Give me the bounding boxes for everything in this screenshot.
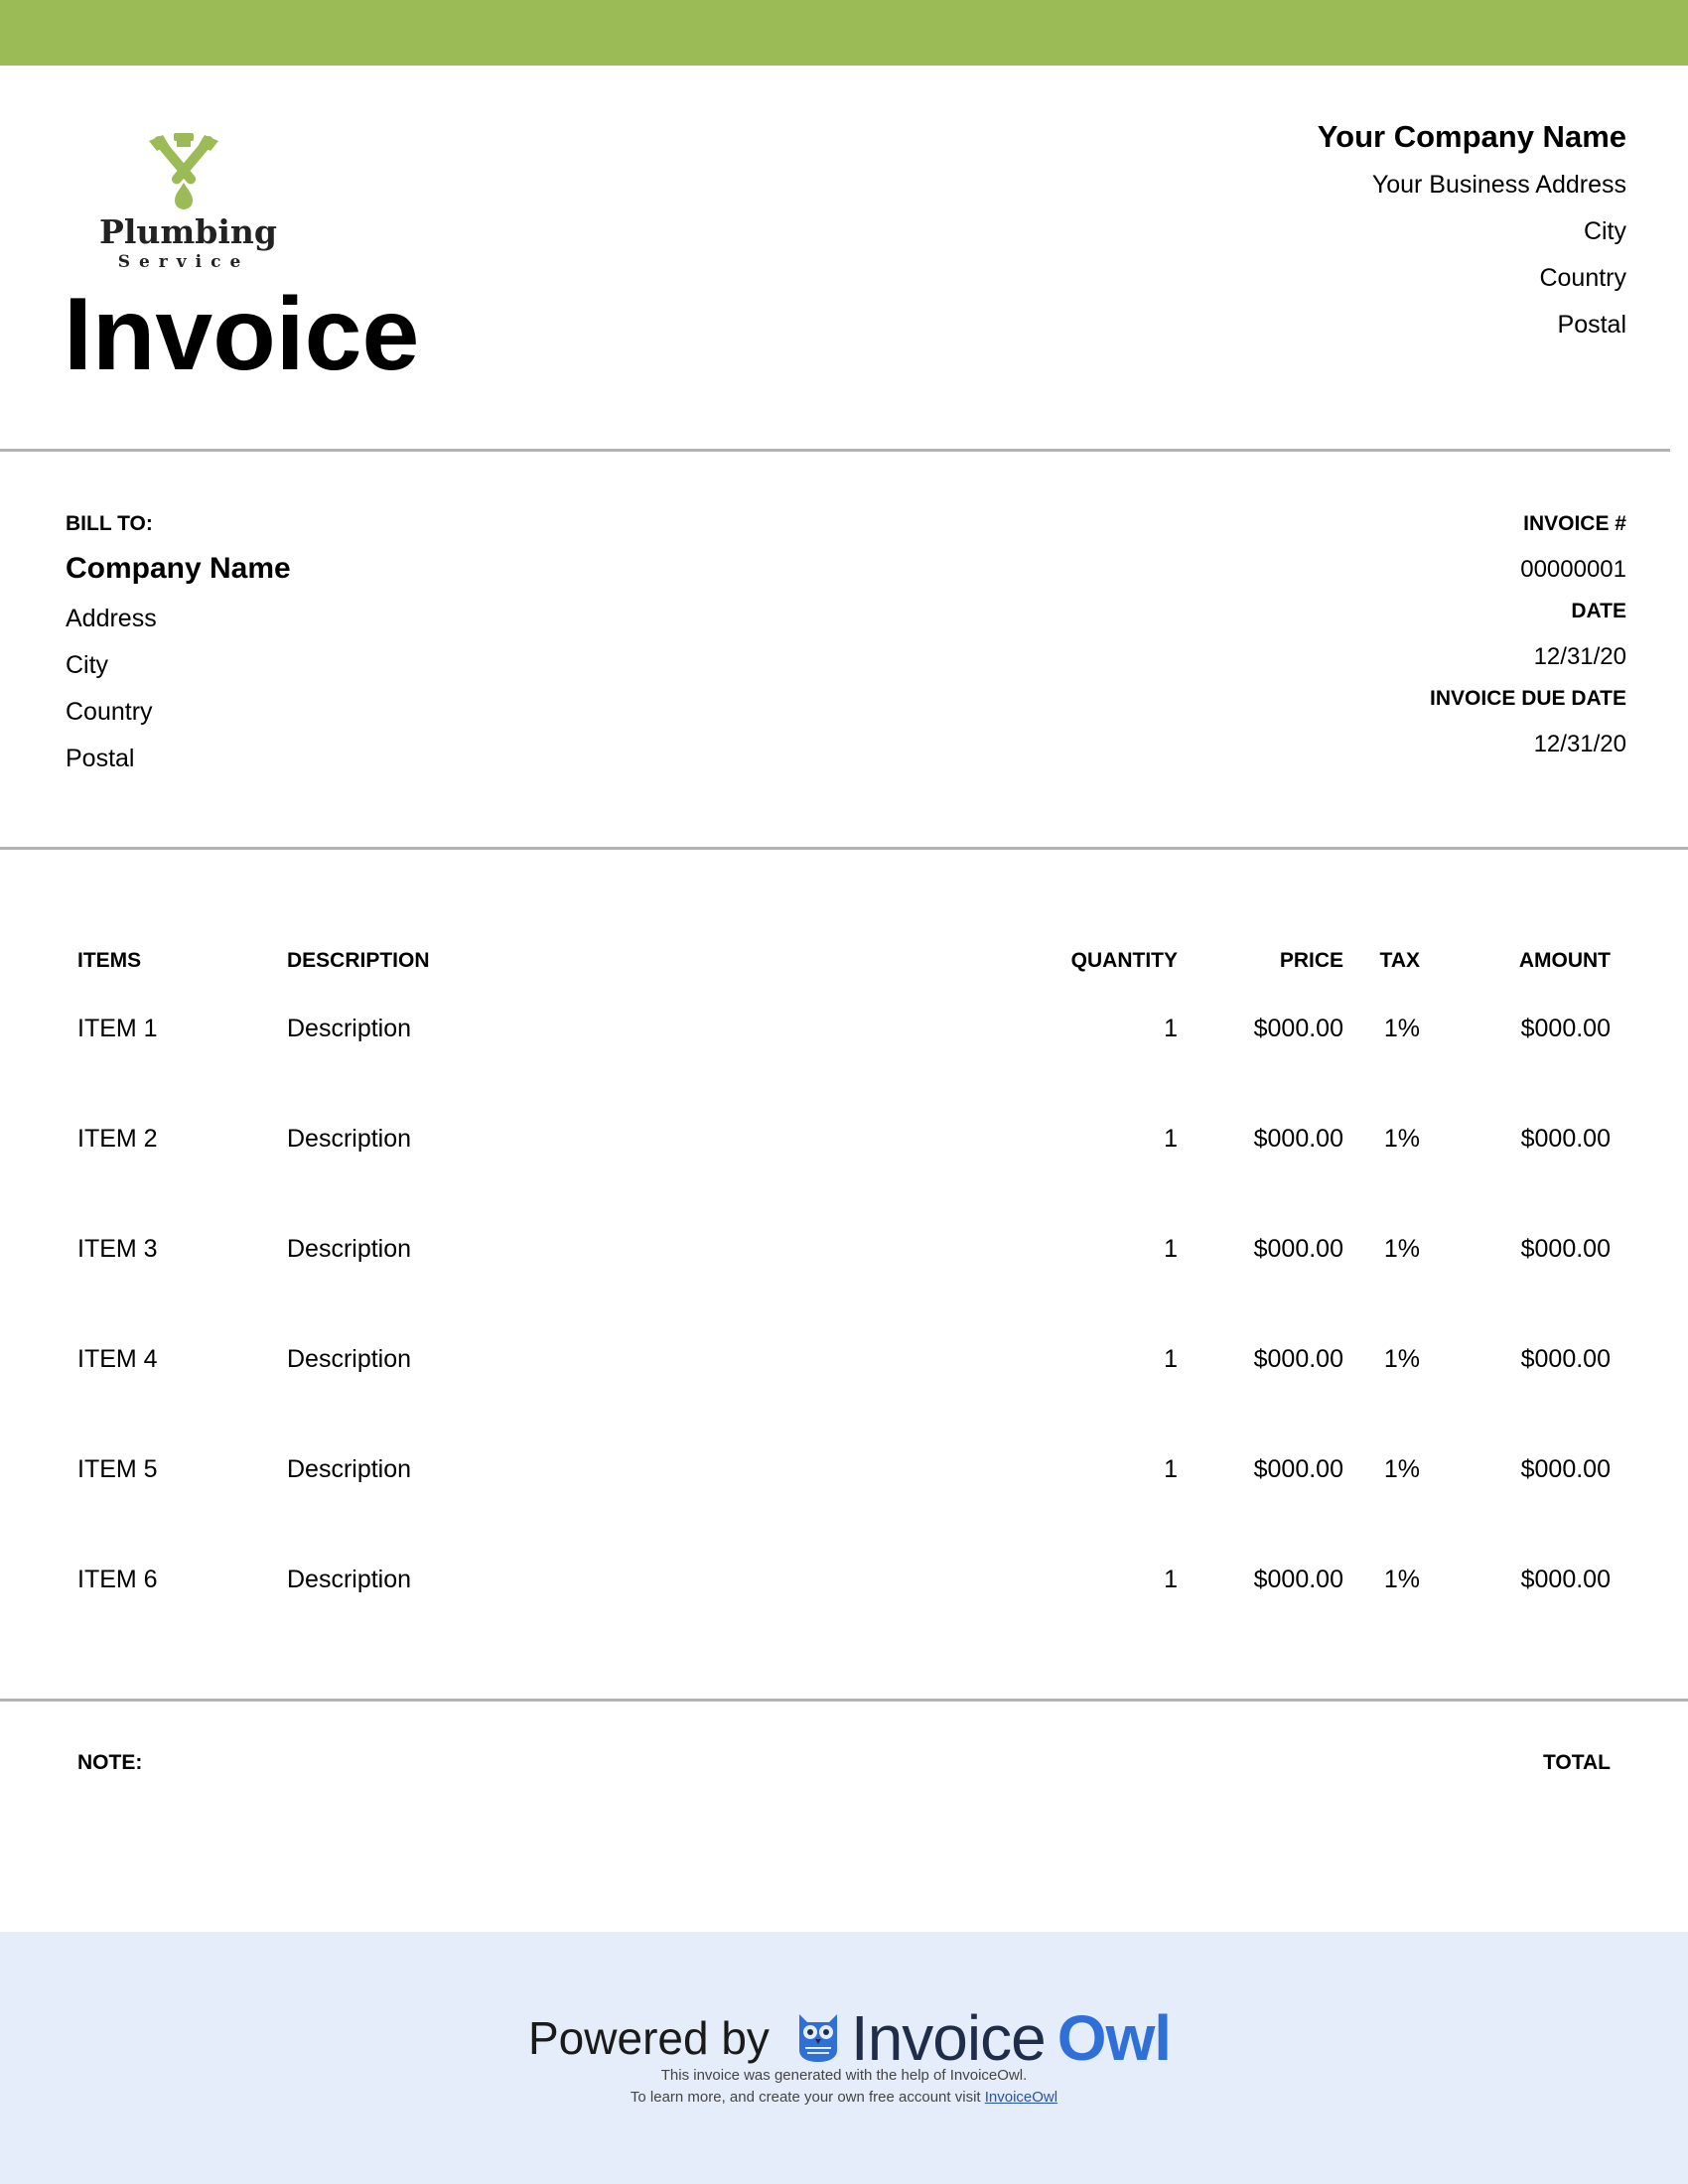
bill-to-company: Company Name xyxy=(66,552,291,585)
item-tax: 1% xyxy=(1383,1566,1420,1593)
company-country: Country xyxy=(1539,264,1626,292)
table-row xyxy=(0,1125,1688,1164)
item-description: Description xyxy=(287,1125,412,1153)
item-quantity: 1 xyxy=(1164,1235,1178,1263)
column-header-amount: AMOUNT xyxy=(1518,949,1611,972)
footer-cta xyxy=(0,2089,1688,2106)
item-quantity: 1 xyxy=(1164,1125,1178,1153)
item-amount: $000.00 xyxy=(1520,1455,1611,1483)
bill-to-label: BILL TO: xyxy=(66,512,153,535)
powered-by-text: Powered by xyxy=(528,2012,770,2064)
column-header-tax: TAX xyxy=(1379,949,1420,972)
company-city: City xyxy=(1583,217,1626,245)
invoice-number-label: INVOICE # xyxy=(1523,512,1626,535)
footer xyxy=(0,1932,1688,2184)
company-info xyxy=(1318,119,1626,357)
column-header-price: PRICE xyxy=(1279,949,1343,972)
logo-wordmark: Plumbing xyxy=(99,212,277,251)
item-name: ITEM 3 xyxy=(77,1235,158,1263)
column-header-description: DESCRIPTION xyxy=(287,949,430,972)
bill-to-postal: Postal xyxy=(66,745,135,772)
company-name: Your Company Name xyxy=(1317,119,1626,154)
company-logo xyxy=(99,131,277,280)
item-tax: 1% xyxy=(1383,1015,1420,1042)
total-label: TOTAL xyxy=(1542,1751,1611,1774)
item-name: ITEM 1 xyxy=(77,1015,158,1042)
item-amount: $000.00 xyxy=(1520,1235,1611,1263)
table-row xyxy=(0,1455,1688,1495)
item-description: Description xyxy=(287,1015,412,1042)
item-price: $000.00 xyxy=(1253,1566,1343,1593)
note-label: NOTE: xyxy=(77,1751,143,1774)
item-amount: $000.00 xyxy=(1520,1566,1611,1593)
company-postal: Postal xyxy=(1557,311,1626,339)
item-tax: 1% xyxy=(1383,1235,1420,1263)
bill-to-address: Address xyxy=(66,605,157,632)
divider-items xyxy=(0,1699,1688,1702)
table-row xyxy=(0,1015,1688,1054)
footer-cta-text: To learn more, and create your own free account visit xyxy=(630,2089,985,2106)
bill-to-section xyxy=(66,512,291,791)
item-name: ITEM 5 xyxy=(77,1455,158,1483)
table-row xyxy=(0,1566,1688,1605)
item-price: $000.00 xyxy=(1253,1125,1343,1153)
item-amount: $000.00 xyxy=(1520,1345,1611,1373)
company-address: Your Business Address xyxy=(1371,171,1626,199)
column-header-items: ITEMS xyxy=(77,949,142,972)
column-header-quantity: QUANTITY xyxy=(1070,949,1178,972)
item-description: Description xyxy=(287,1235,412,1263)
item-price: $000.00 xyxy=(1253,1455,1343,1483)
owl-icon xyxy=(795,2008,841,2069)
item-price: $000.00 xyxy=(1253,1235,1343,1263)
divider-billing xyxy=(0,847,1688,850)
item-name: ITEM 6 xyxy=(77,1566,158,1593)
item-amount: $000.00 xyxy=(1520,1015,1611,1042)
bill-to-city: City xyxy=(66,651,109,679)
item-price: $000.00 xyxy=(1253,1345,1343,1373)
invoice-date: 12/31/20 xyxy=(1533,643,1626,670)
item-tax: 1% xyxy=(1383,1125,1420,1153)
document-title: Invoice xyxy=(64,277,420,392)
invoiceowl-link[interactable]: InvoiceOwl xyxy=(984,2089,1058,2106)
date-label: DATE xyxy=(1571,600,1626,622)
item-quantity: 1 xyxy=(1164,1455,1178,1483)
item-tax: 1% xyxy=(1383,1345,1420,1373)
due-date-label: INVOICE DUE DATE xyxy=(1430,687,1626,710)
item-price: $000.00 xyxy=(1253,1015,1343,1042)
item-name: ITEM 2 xyxy=(77,1125,158,1153)
item-amount: $000.00 xyxy=(1520,1125,1611,1153)
invoice-due-date: 12/31/20 xyxy=(1533,731,1626,757)
item-quantity: 1 xyxy=(1164,1566,1178,1593)
item-description: Description xyxy=(287,1345,412,1373)
footer-note: This invoice was generated with the help of InvoiceOwl. xyxy=(660,2067,1028,2084)
item-description: Description xyxy=(287,1566,412,1593)
bill-to-country: Country xyxy=(66,698,153,726)
table-row xyxy=(0,1345,1688,1385)
item-description: Description xyxy=(287,1455,412,1483)
header-accent-bar xyxy=(0,0,1688,66)
logo-subtitle: Service xyxy=(117,252,250,272)
item-quantity: 1 xyxy=(1164,1345,1178,1373)
item-quantity: 1 xyxy=(1164,1015,1178,1042)
powered-by-banner xyxy=(528,2003,1171,2073)
crossed-wrenches-icon xyxy=(141,131,226,210)
brand-name-part1: Invoice xyxy=(850,2002,1046,2074)
brand-name-part2: Owl xyxy=(1056,2002,1172,2074)
item-name: ITEM 4 xyxy=(77,1345,158,1373)
invoice-number: 00000001 xyxy=(1520,556,1626,583)
item-tax: 1% xyxy=(1383,1455,1420,1483)
invoice-meta xyxy=(1430,512,1626,774)
divider-header xyxy=(0,449,1670,452)
table-row xyxy=(0,1235,1688,1275)
